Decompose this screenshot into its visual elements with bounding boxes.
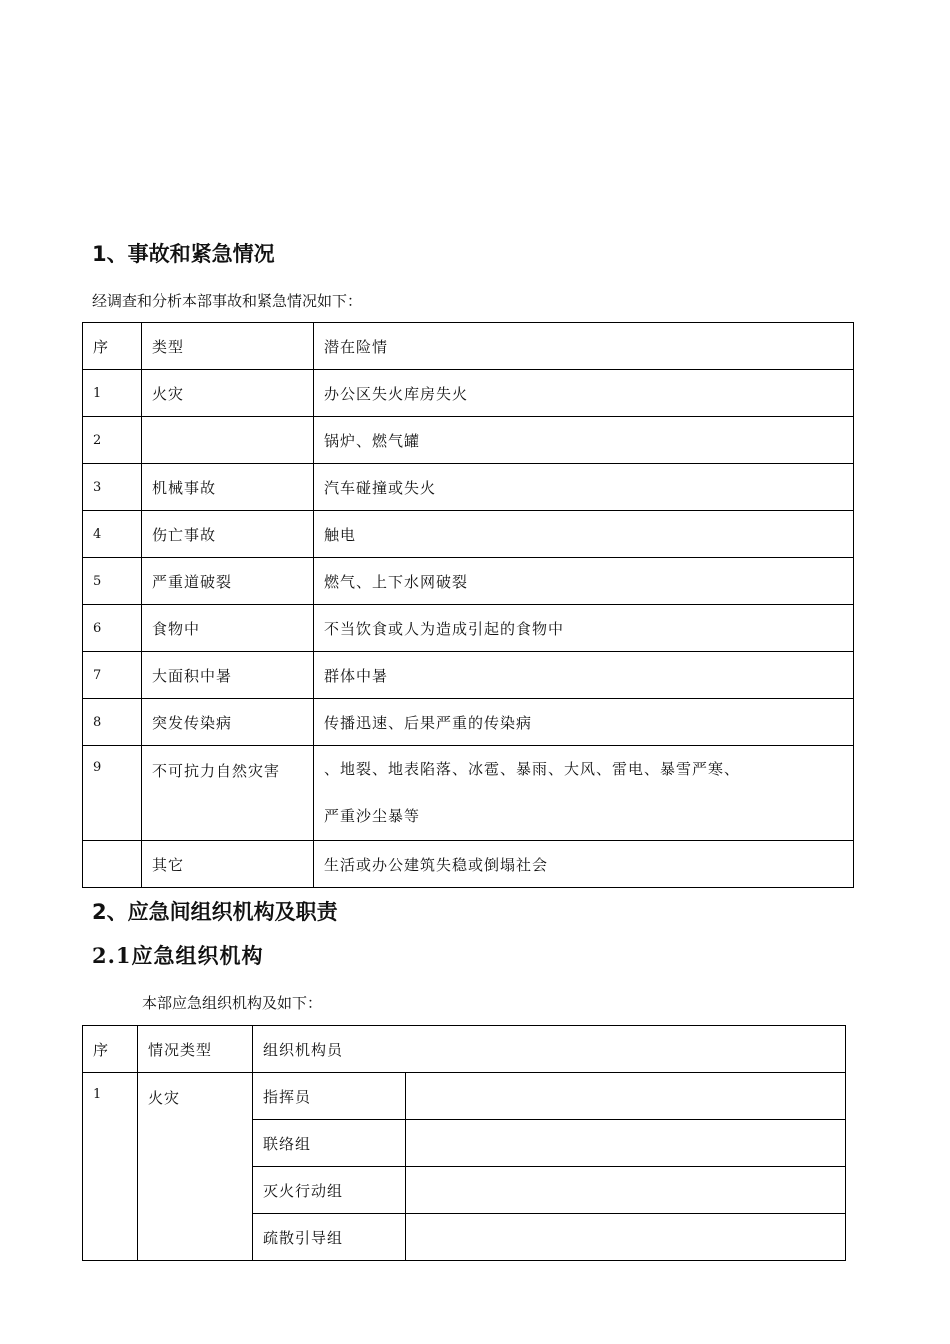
row-no: 1 <box>83 1073 138 1261</box>
row-no: 4 <box>83 511 142 558</box>
row-type: 食物中 <box>142 605 314 652</box>
row-risk: 生活或办公建筑失稳或倒塌社会 <box>314 841 854 888</box>
table-row <box>83 511 854 558</box>
table-row <box>83 370 854 417</box>
incident-table <box>82 322 854 888</box>
row-risk-line: 、地裂、地表陷落、冰雹、暴雨、大风、雷电、暴雪严寒、 <box>324 760 741 778</box>
row-no: 1 <box>83 370 142 417</box>
row-type <box>142 417 314 464</box>
table-row <box>83 1073 846 1120</box>
row-no: 8 <box>83 699 142 746</box>
row-no: 3 <box>83 464 142 511</box>
row-risk: 燃气、上下水网破裂 <box>314 558 854 605</box>
row-risk <box>314 746 854 841</box>
row-no: 2 <box>83 417 142 464</box>
role-label: 疏散引导组 <box>253 1214 406 1261</box>
row-type: 大面积中暑 <box>142 652 314 699</box>
role-label: 灭火行动组 <box>253 1167 406 1214</box>
row-no: 9 <box>83 746 142 841</box>
table-row <box>83 558 854 605</box>
table-header-row <box>83 323 854 370</box>
table-row <box>83 417 854 464</box>
row-type: 机械事故 <box>142 464 314 511</box>
role-label: 指挥员 <box>253 1073 406 1120</box>
row-risk: 汽车碰撞或失火 <box>314 464 854 511</box>
section-1-heading: 1、事故和紧急情况 <box>92 242 275 266</box>
section-2-1-heading: 2.1应急组织机构 <box>92 943 264 968</box>
section-1-intro: 经调查和分析本部事故和紧急情况如下： <box>92 292 363 310</box>
role-value <box>406 1073 846 1120</box>
row-type: 突发传染病 <box>142 699 314 746</box>
table-row <box>83 652 854 699</box>
header-no: 序 <box>83 323 142 370</box>
section-2-heading: 2、应急间组织机构及职责 <box>92 900 338 924</box>
row-risk: 群体中暑 <box>314 652 854 699</box>
organization-table <box>82 1025 846 1261</box>
row-risk-line: 严重沙尘暴等 <box>324 807 421 825</box>
role-value <box>406 1214 846 1261</box>
header-no: 序 <box>83 1026 138 1073</box>
row-risk: 传播迅速、后果严重的传染病 <box>314 699 854 746</box>
row-no <box>83 841 142 888</box>
table-header-row <box>83 1026 846 1073</box>
row-type: 严重道破裂 <box>142 558 314 605</box>
row-no: 5 <box>83 558 142 605</box>
table-row <box>83 464 854 511</box>
header-type: 类型 <box>142 323 314 370</box>
header-org: 组织机构员 <box>253 1026 846 1073</box>
row-type: 不可抗力自然灾害 <box>142 746 314 841</box>
row-type: 火灾 <box>138 1073 253 1261</box>
row-risk: 不当饮食或人为造成引起的食物中 <box>314 605 854 652</box>
role-value <box>406 1120 846 1167</box>
row-no: 7 <box>83 652 142 699</box>
row-risk: 锅炉、燃气罐 <box>314 417 854 464</box>
table-row <box>83 746 854 841</box>
row-risk: 触电 <box>314 511 854 558</box>
row-no: 6 <box>83 605 142 652</box>
row-type: 火灾 <box>142 370 314 417</box>
header-risk: 潜在险情 <box>314 323 854 370</box>
header-type: 情况类型 <box>138 1026 253 1073</box>
row-risk: 办公区失火库房失火 <box>314 370 854 417</box>
role-label: 联络组 <box>253 1120 406 1167</box>
role-value <box>406 1167 846 1214</box>
row-type: 伤亡事故 <box>142 511 314 558</box>
table-row <box>83 605 854 652</box>
section-2-intro: 本部应急组织机构及如下： <box>142 994 323 1012</box>
row-type: 其它 <box>142 841 314 888</box>
table-row <box>83 841 854 888</box>
table-row <box>83 699 854 746</box>
